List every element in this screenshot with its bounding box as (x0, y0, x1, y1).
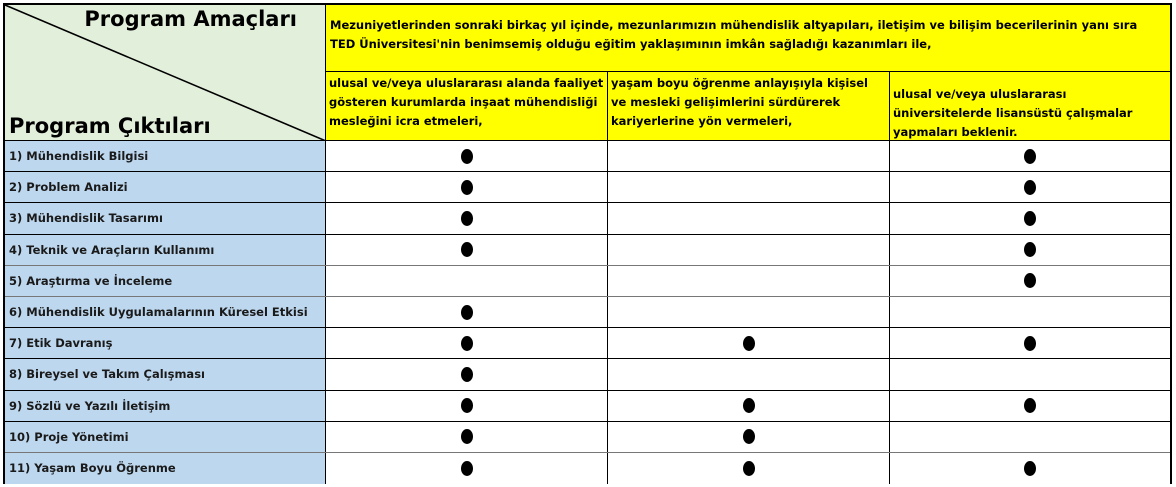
outcome-label: 6) Mühendislik Uygulamalarının Küresel Etkisi (5, 297, 326, 327)
filled-circle-icon (1024, 398, 1036, 413)
matrix-cell (326, 297, 608, 327)
table-row (5, 141, 1170, 172)
filled-circle-icon (461, 242, 473, 257)
filled-circle-icon (461, 336, 473, 351)
filled-circle-icon (1024, 149, 1036, 164)
table-row (5, 203, 1170, 234)
program-outcomes-heading: Program Çıktıları (9, 114, 211, 138)
outcome-label: 10) Proje Yönetimi (5, 422, 326, 452)
outcomes-objectives-matrix (3, 3, 1172, 484)
matrix-cell (326, 141, 608, 171)
matrix-cell (326, 266, 608, 296)
matrix-cell (608, 266, 890, 296)
table-row (5, 359, 1170, 390)
matrix-cell (890, 391, 1170, 421)
filled-circle-icon (743, 461, 755, 476)
matrix-cell (608, 422, 890, 452)
outcome-label: 1) Mühendislik Bilgisi (5, 141, 326, 171)
matrix-cell (890, 141, 1170, 171)
outcome-label: 11) Yaşam Boyu Öğrenme (5, 453, 326, 484)
matrix-cell (326, 453, 608, 484)
table-row (5, 172, 1170, 203)
matrix-cell (326, 391, 608, 421)
table-row (5, 297, 1170, 328)
matrix-cell (608, 203, 890, 233)
outcome-label: 9) Sözlü ve Yazılı İletişim (5, 391, 326, 421)
matrix-cell (326, 235, 608, 265)
filled-circle-icon (1024, 336, 1036, 351)
matrix-cell (890, 203, 1170, 233)
table-row (5, 422, 1170, 453)
objective-header-3: ulusal ve/veya uluslararası üniversitelerde lisansüstü çalışmalar yapmaları beklenir. (890, 72, 1170, 141)
outcome-rows (5, 141, 1170, 484)
filled-circle-icon (743, 398, 755, 413)
matrix-cell (326, 328, 608, 358)
outcome-label: 8) Bireysel ve Takım Çalışması (5, 359, 326, 389)
matrix-cell (890, 235, 1170, 265)
filled-circle-icon (1024, 180, 1036, 195)
table-row (5, 328, 1170, 359)
matrix-cell (890, 172, 1170, 202)
matrix-cell (608, 391, 890, 421)
matrix-cell (890, 359, 1170, 389)
filled-circle-icon (461, 211, 473, 226)
table-row (5, 453, 1170, 484)
objective-header-1: ulusal ve/veya uluslararası alanda faaliyet gösteren kurumlarda inşaat mühendisliği mesleğini icra etmeleri, (326, 72, 608, 141)
filled-circle-icon (461, 367, 473, 382)
matrix-cell (326, 203, 608, 233)
matrix-cell (890, 422, 1170, 452)
filled-circle-icon (743, 336, 755, 351)
table-row (5, 266, 1170, 297)
outcome-label: 2) Problem Analizi (5, 172, 326, 202)
matrix-cell (608, 172, 890, 202)
matrix-cell (608, 297, 890, 327)
outcome-label: 3) Mühendislik Tasarımı (5, 203, 326, 233)
matrix-cell (326, 172, 608, 202)
outcome-label: 4) Teknik ve Araçların Kullanımı (5, 235, 326, 265)
filled-circle-icon (461, 398, 473, 413)
objective-header-2: yaşam boyu öğrenme anlayışıyla kişisel ve mesleki gelişimlerini sürdürerek kariyerlerine yön vermeleri, (608, 72, 890, 141)
matrix-cell (890, 297, 1170, 327)
filled-circle-icon (1024, 461, 1036, 476)
matrix-cell (890, 266, 1170, 296)
matrix-cell (608, 453, 890, 484)
matrix-cell (890, 453, 1170, 484)
filled-circle-icon (743, 429, 755, 444)
table-row (5, 391, 1170, 422)
outcome-label: 5) Araştırma ve İnceleme (5, 266, 326, 296)
filled-circle-icon (461, 149, 473, 164)
filled-circle-icon (1024, 211, 1036, 226)
matrix-cell (608, 328, 890, 358)
table-row (5, 235, 1170, 266)
filled-circle-icon (461, 305, 473, 320)
filled-circle-icon (461, 429, 473, 444)
corner-header-cell (5, 5, 326, 141)
filled-circle-icon (1024, 242, 1036, 257)
matrix-cell (608, 235, 890, 265)
filled-circle-icon (461, 461, 473, 476)
matrix-cell (608, 359, 890, 389)
program-objectives-heading: Program Amaçları (84, 7, 297, 31)
matrix-cell (608, 141, 890, 171)
outcome-label: 7) Etik Davranış (5, 328, 326, 358)
filled-circle-icon (461, 180, 473, 195)
filled-circle-icon (1024, 273, 1036, 288)
objectives-intro-text: Mezuniyetlerinden sonraki birkaç yıl içinde, mezunlarımızın mühendislik altyapıları, iletişim ve bilişim becerilerinin yanı sıra TED Üniversitesi'nin benimsemiş olduğu eğitim yaklaşımının imkân sağladığı kazanımları ile, (326, 5, 1170, 72)
matrix-cell (890, 328, 1170, 358)
matrix-cell (326, 359, 608, 389)
matrix-cell (326, 422, 608, 452)
